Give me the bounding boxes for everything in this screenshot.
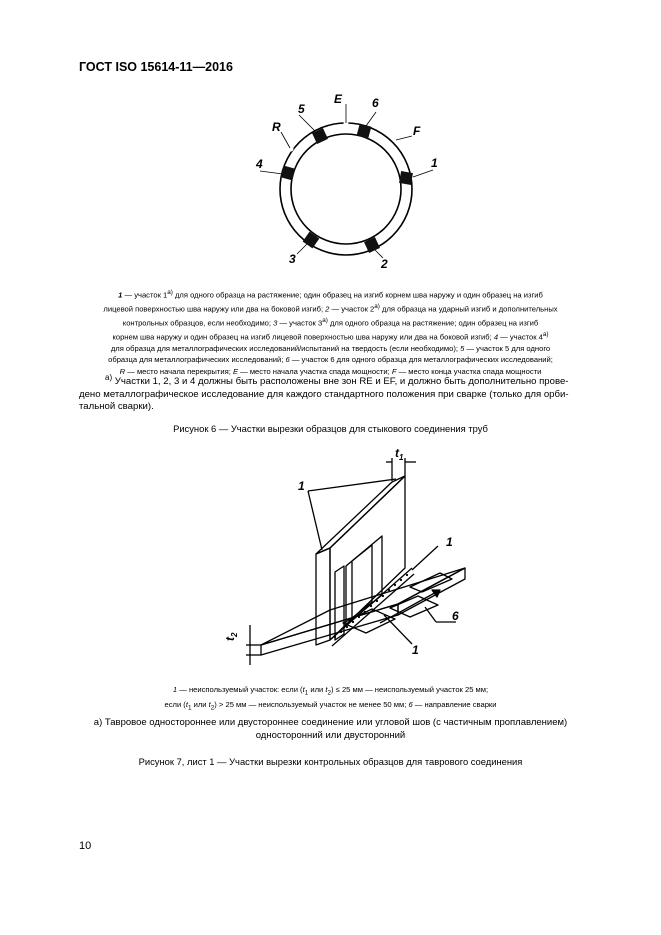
figure7-subcaption: а) Тавровое одностороннее или двустороннее соединение или угловой шов (с частичным проплавлением) односторонний или двусторонний [93, 717, 568, 741]
figure7-legend: 1 — неиспользуемый участок: если ($t_1$ или $t_2) \le 25$ мм — неиспользуемый участок 25 мм; если ($t_1$ или $t_2) > 25$ мм — неиспользуемый участок не менее 50 мм; 6 — направление сварки [164, 685, 497, 712]
label-F: F [413, 124, 421, 138]
label-6: 6 [452, 609, 459, 623]
zone-1 [399, 171, 413, 185]
label-2: 2 [381, 257, 388, 271]
label-6: 6 [372, 96, 379, 110]
figure7-title: Рисунок 7, лист 1 — Участки вырезки контрольных образцов для таврового соединения [138, 756, 523, 767]
label-1-top: 1 [298, 479, 305, 493]
label-1: 1 [431, 156, 438, 170]
label-5: 5 [298, 102, 305, 116]
figure6-title: Рисунок 6 — Участки вырезки образцов для стыкового соединения труб [173, 423, 488, 434]
figure6-footnote: $^{а)}$ Участки 1, 2, 3 и 4 должны быть расположены вне зон RE и EF, и должно быть дополнительно прове- дено металлографическое исследование для каждого стандартного положения при сварке (только для орби- тальной сварки). [79, 373, 569, 413]
figure6-legend: 1 — участок $1^{а)}$ для одного образца на растяжение; один образец на изгиб корнем шва наружу и один образец на изгиб лицевой поверхностью шва наружу или два на боковой изгиб; 2 — участок $2^{а)}$ для образца на ударный изгиб и дополнительных контрольных образцов, если необходимо; 3 — участок $3^{а)}$ для одного образца на растяжение; один образец на изгиб корнем шва наружу и один образец на изгиб лицевой поверхностью шва наружу или два на боковой изгиб; 4 — участок $4^{а)}$ для образца для металлографических исследований/испытаний на твердость (если необходимо); 5 — участок 5 для одного образца для металлографических исследований; 6 — участок 6 для одного образца для металлографических исследований; R — место начала перекрытия; E — место начала участка спада мощности; F — место конца участка спада мощности [103, 289, 558, 376]
label-R: R [272, 120, 281, 134]
label-3: 3 [289, 252, 296, 266]
label-E: E [334, 92, 343, 106]
document-header: ГОСТ ISO 15614-11—2016 [79, 60, 233, 74]
label-t2: $t_2$ [223, 632, 239, 641]
label-t1: $t_1$ [395, 446, 404, 462]
figure7-tjoint-diagram [220, 445, 470, 670]
page-number: 10 [79, 840, 92, 852]
label-1-bottom: 1 [412, 643, 419, 657]
pipe-ring [280, 123, 412, 255]
label-4: 4 [256, 157, 263, 171]
figure6-pipe-diagram [240, 85, 440, 275]
label-1-right: 1 [446, 535, 453, 549]
